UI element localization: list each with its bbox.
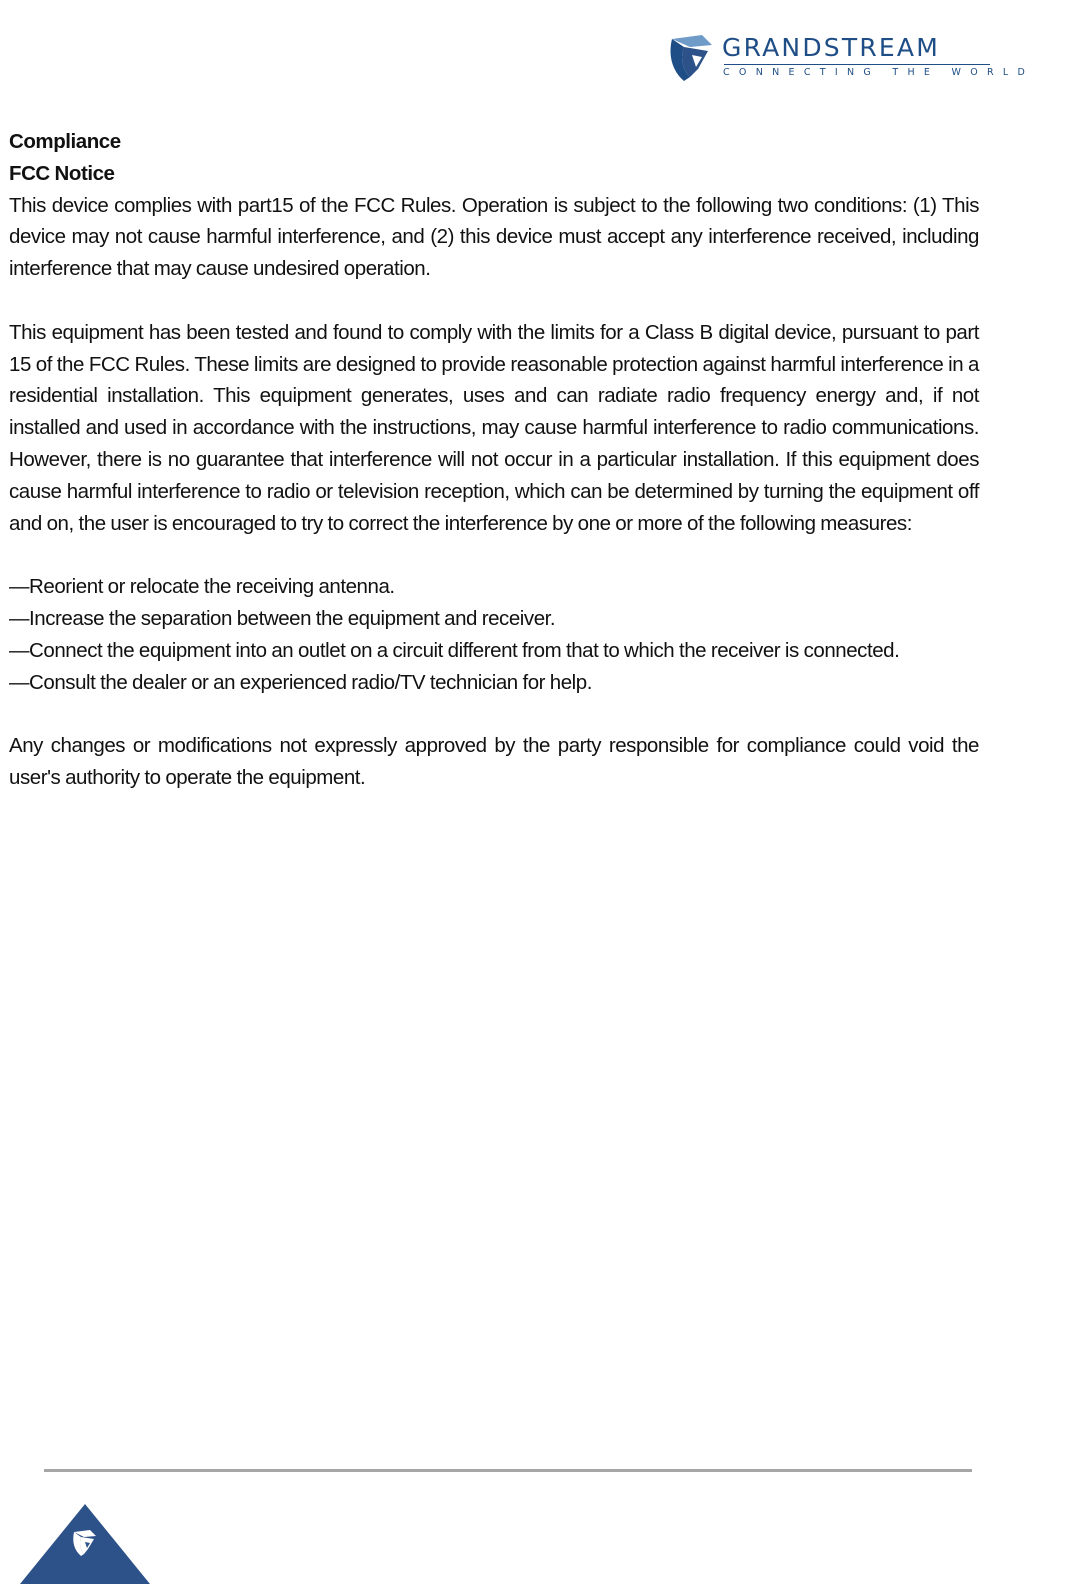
grandstream-badge-icon [20,1504,150,1584]
brand-divider [724,64,990,65]
section-subtitle: FCC Notice [9,161,115,185]
fcc-class-b-paragraph: This equipment has been tested and found to comply with the limits for a Class B digital device, pursuant to part 15 of the FCC Rules. These limits are designed to provide reasonable protection against harmful interference in a residential installation. This equipment generates, uses and can radiate radio frequency energy and, if not installed and used in accordance with the instructions, may cause harmful interference to radio communications. However, there is no guarantee that interference will not occur in a particular installation. If this equipment does cause harmful interference to radio or television reception, which can be determined by turning the equipment off and on, the user is encouraged to try to correct the interference by one or more of the following measures: [9,320,979,535]
modifications-paragraph: Any changes or modifications not expressly approved by the party responsible for compliance could void the user's authority to operate the equipment. [9,734,979,789]
measures-list [9,571,979,698]
fcc-conditions-paragraph: This device complies with part15 of the FCC Rules. Operation is subject to the following two conditions: (1) This device may not cause harmful interference, and (2) this device must accept any interference received, including interference that may cause undesired operation. [9,193,979,281]
list-item: —Increase the separation between the equipment and receiver. [9,606,556,630]
brand-logo [668,33,1035,83]
grandstream-logo-icon [668,33,716,83]
paragraph-spacer [9,539,979,571]
list-item: —Reorient or relocate the receiving antenna. [9,575,395,599]
list-item: —Consult the dealer or an experienced radio/TV technician for help. [9,670,592,694]
list-item: —Connect the equipment into an outlet on a circuit different from that to which the receiver is connected. [9,638,900,662]
section-title: Compliance [9,130,121,153]
brand-tagline: CONNECTING THE WORLD [723,67,1035,78]
paragraph-spacer [9,698,979,730]
footer-divider [44,1469,972,1472]
compliance-section [9,126,979,794]
brand-name: GRANDSTREAM [722,33,940,62]
paragraph-spacer [9,285,979,317]
